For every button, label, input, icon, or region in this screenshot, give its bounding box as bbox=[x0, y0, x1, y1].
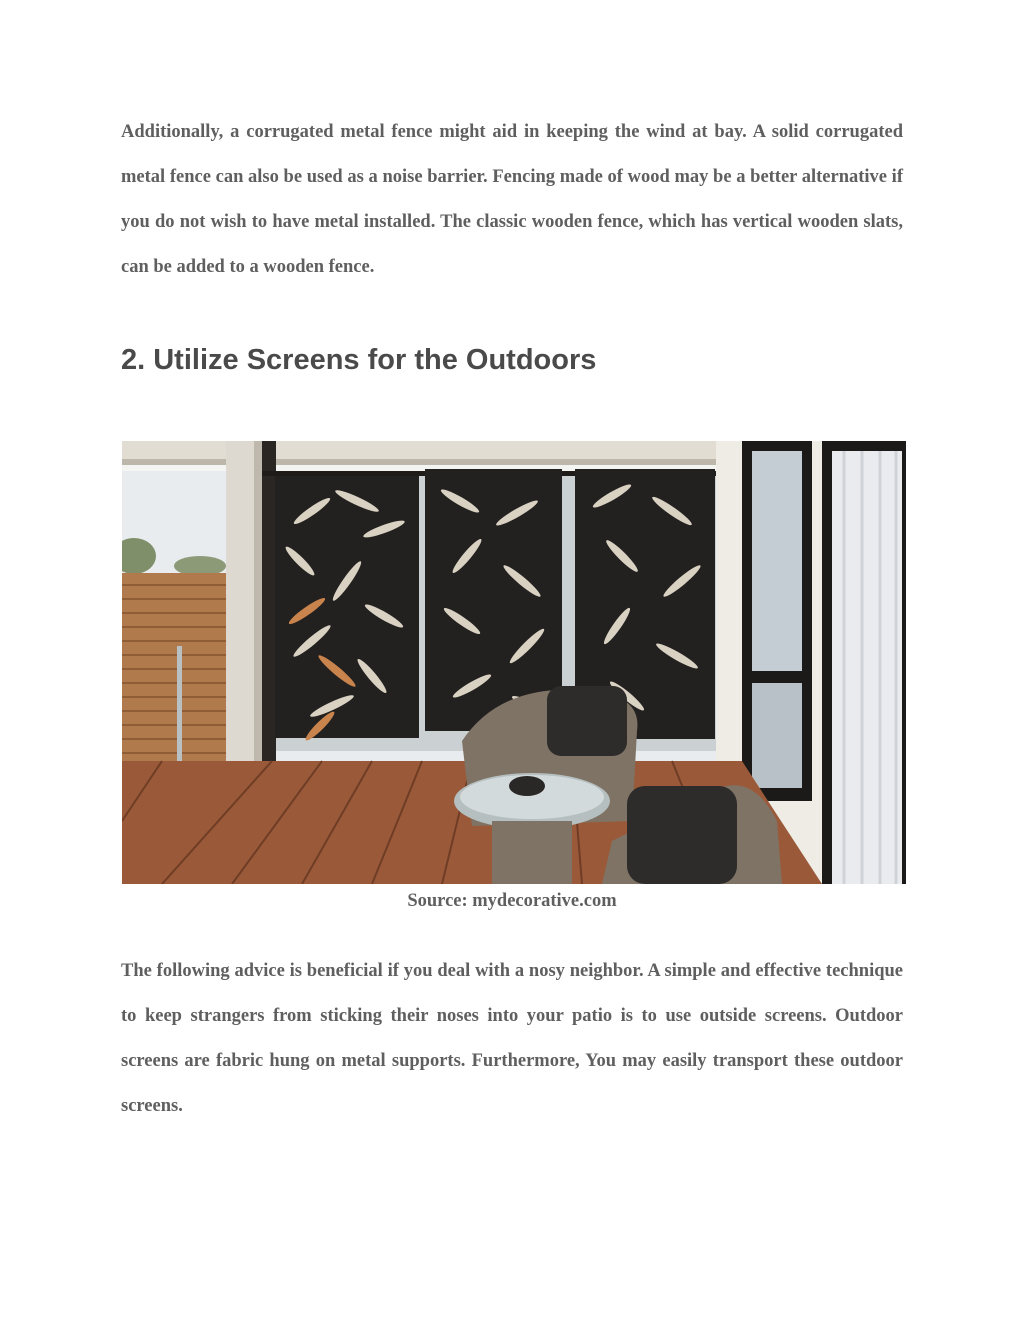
intro-paragraph: Additionally, a corrugated metal fence might aid in keeping the wind at bay. A solid corrugated metal fence can also be used as a noise barrier. Fencing made of wood may be a better alternative if you do not wish to have metal installed. The classic wooden fence, which has vertical wooden slats, can be added to a wooden fence. bbox=[121, 122, 903, 277]
body-paragraph: The following advice is beneficial if you deal with a nosy neighbor. A simple and effective technique to keep strangers from sticking their noses into your patio is to use outside screens. Outdoor screens are fabric hung on metal supports. Furthermore, You may easily transport these outdoor screens. bbox=[121, 961, 903, 1116]
section-heading: 2. Utilize Screens for the Outdoors bbox=[121, 344, 597, 376]
image-caption: Source: mydecorative.com bbox=[407, 891, 617, 911]
patio-screens-photo bbox=[122, 441, 906, 884]
